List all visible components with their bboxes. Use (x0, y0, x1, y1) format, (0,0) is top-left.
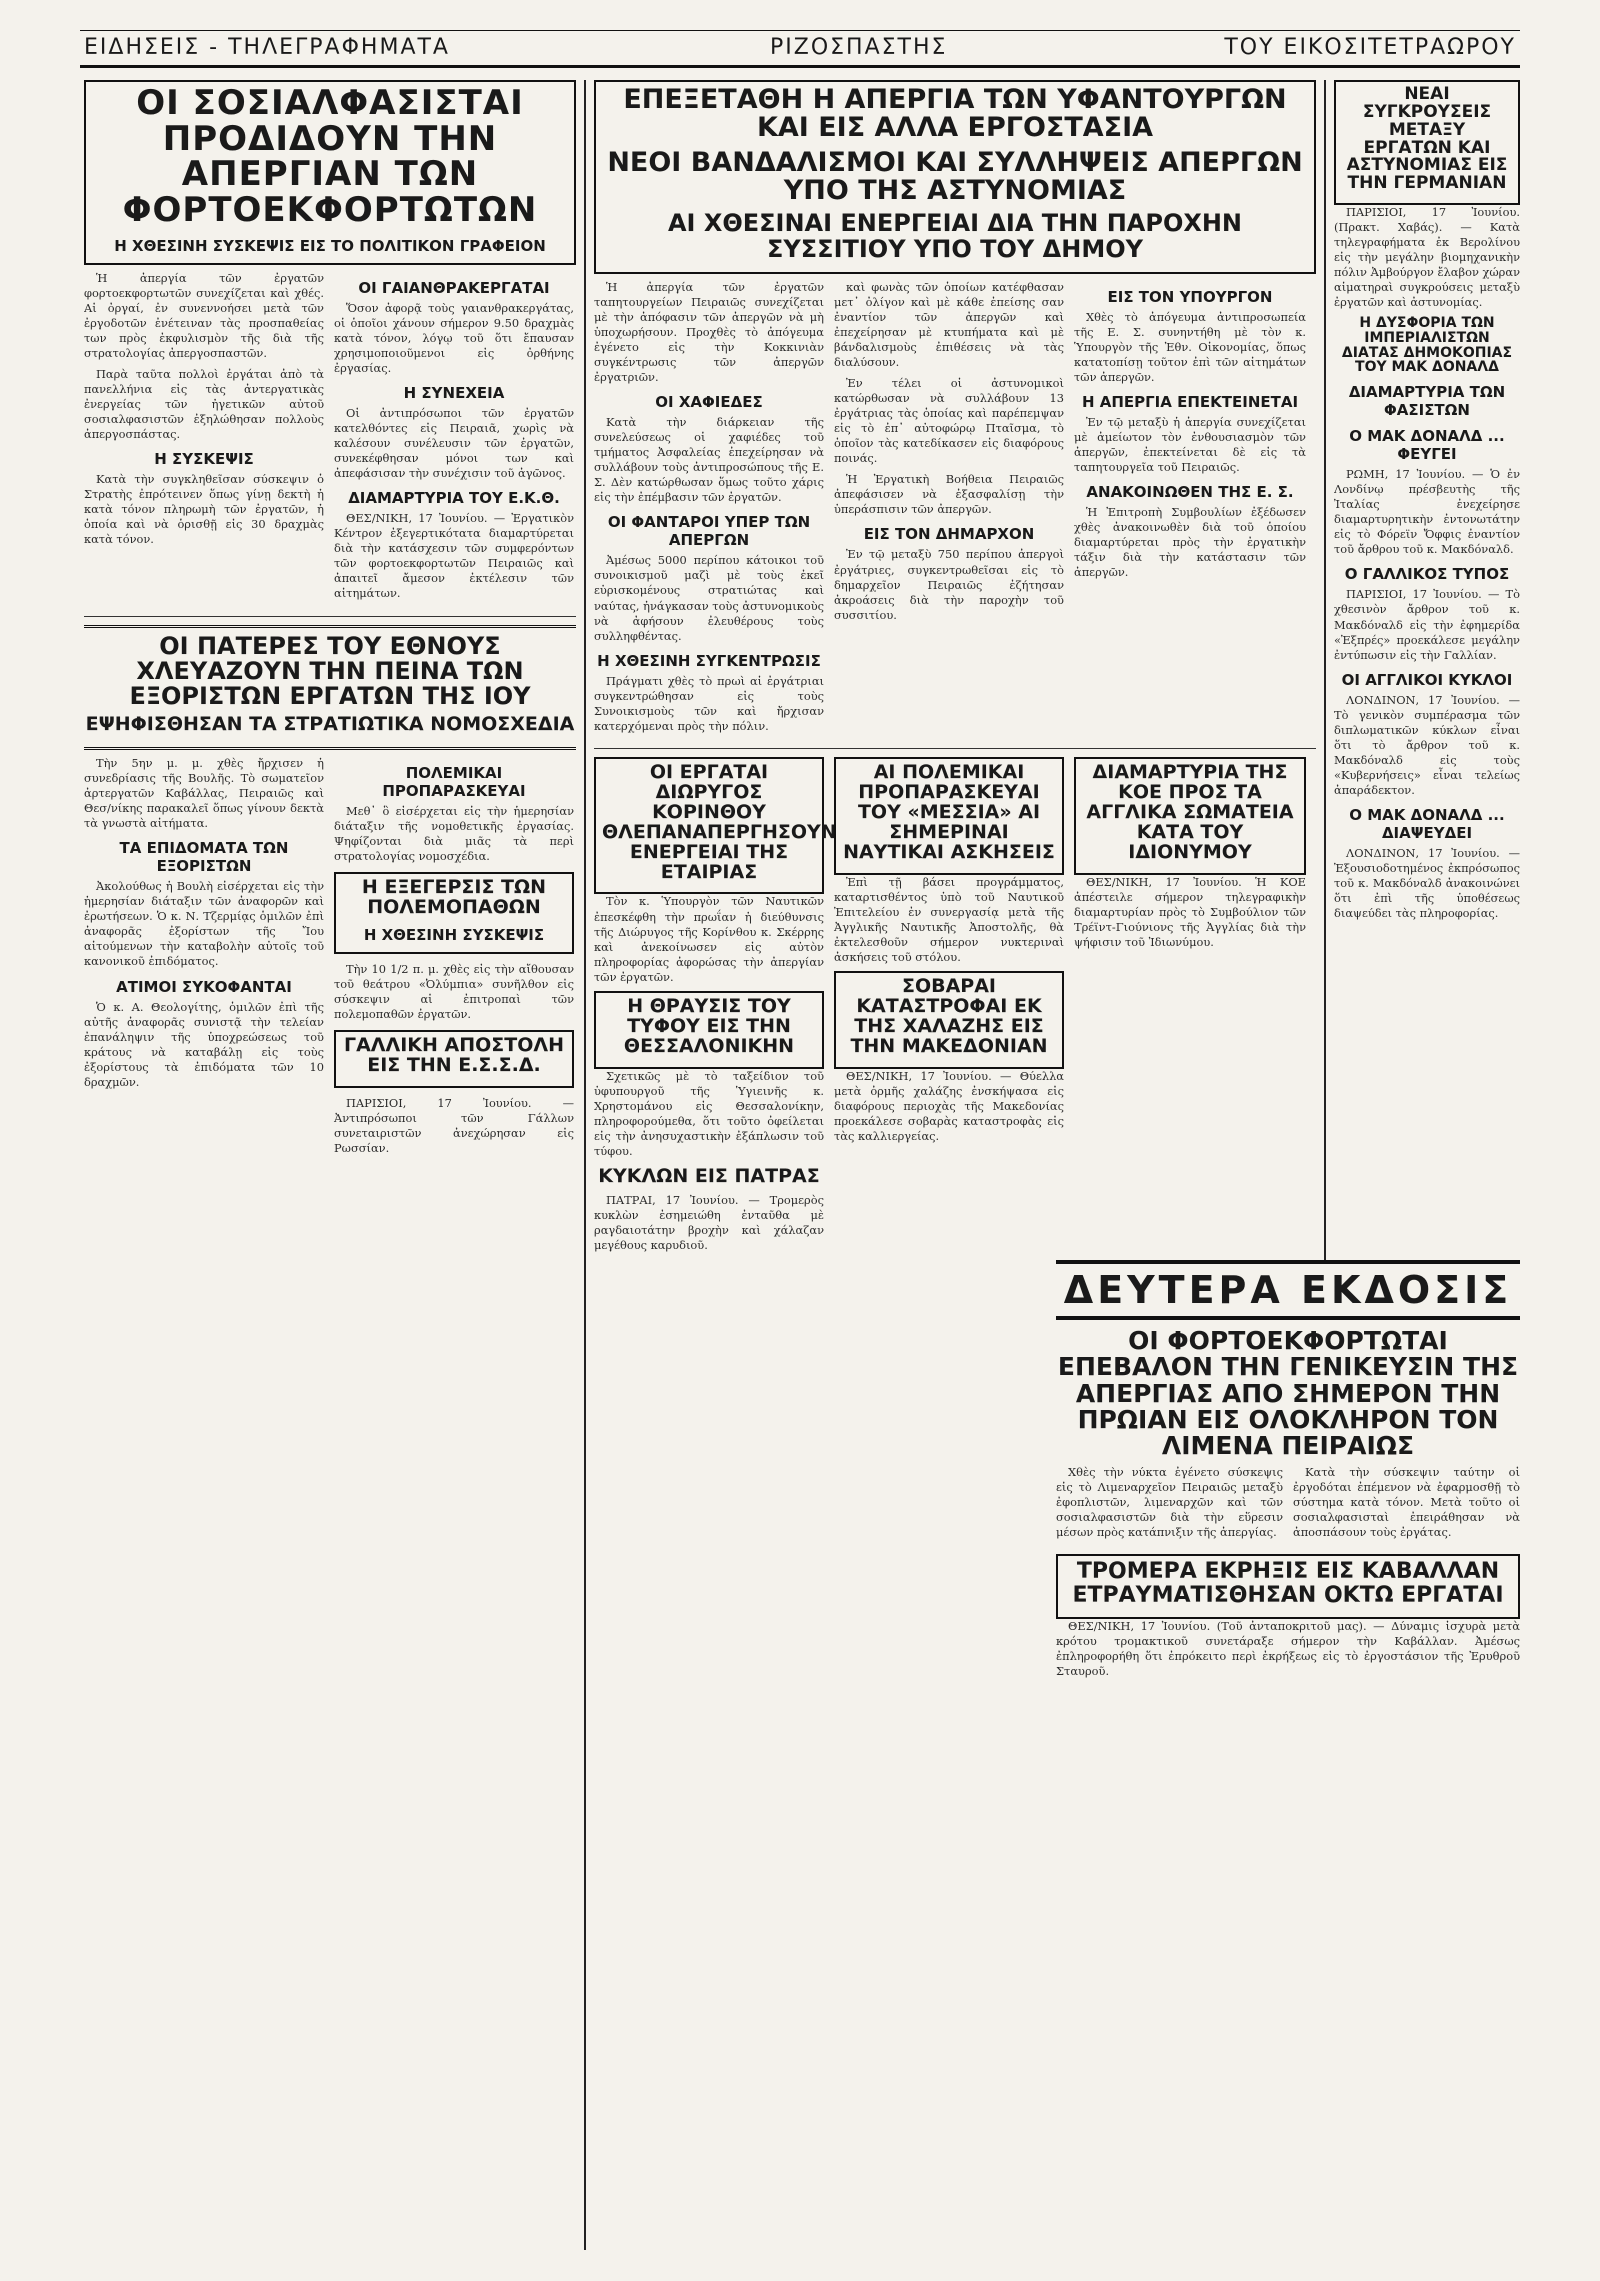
subhead: Η ΑΠΕΡΓΙΑ ΕΠΕΚΤΕΙΝΕΤΑΙ (1081, 392, 1299, 411)
story-box (1056, 1554, 1520, 1618)
subhead: ΔΙΑΜΑΡΤΥΡΙΑ ΤΟΥ Ε.Κ.Θ. (348, 489, 560, 508)
paragraph: Κατὰ τὴν σύσκεψιν ταύτην οἱ ἐργοδόται ἐπέμενον νὰ ἐφαρμοσθῇ τὸ σύστημα κατὰ τόνον. Μετὰ τοῦτο οἱ σοσιαλφασισταὶ ἐπειράθησαν νὰ ἀποσπάσουν τοὺς ἐργάτας. (1293, 1465, 1520, 1540)
subhead: ΑΝΑΚΟΙΝΩΘΕΝ ΤΗΣ Ε. Σ. (1086, 483, 1294, 502)
subhead: ΕΙΣ ΤΟΝ ΥΠΟΥΡΓΟΝ (1107, 287, 1273, 306)
paragraph: Ἐπὶ τῇ βάσει προγράμματος, καταρτισθέντος ὑπὸ τοῦ Ναυτικοῦ Ἐπιτελείου ἐν συνεργασίᾳ μετὰ τῆς Ἀγγλικῆς Ναυτικῆς Ἀποστολῆς, θὰ ἐκτελεσθοῦν σήμερον νυκτεριναὶ ἀσκήσεις τοῦ στόλου. (834, 874, 1064, 964)
paragraph: ΠΑΡΙΣΙΟΙ, 17 Ἰουνίου. — Τὸ χθεσινὸν ἄρθρον τοῦ κ. Μακδόναλδ εἰς τὴν ἐφημερίδα «Ἐξπρές» προεκάλεσε μεγάλην ἐντύπωσιν εἰς τὴν Γαλλίαν. (1334, 587, 1520, 662)
paragraph: Ἐν τῷ μεταξὺ ἡ ἀπεργία συνεχίζεται μὲ ἀμείωτον τὸν ἐνθουσιασμὸν τῶν ἀπεργῶν, ἐπεκτείνεται δὲ εἰς τὰ ταπητουργεῖα τοῦ Πειραιῶς. (1074, 414, 1306, 475)
subhead: ΟΙ ΧΑΦΙΕΔΕΣ (655, 393, 763, 412)
story-headline: ΓΑΛΛΙΚΗ ΑΠΟΣΤΟΛΗ ΕΙΣ ΤΗΝ Ε.Σ.Σ.Δ. (344, 1034, 564, 1077)
subhead: Ο ΓΑΛΛΙΚΟΣ ΤΥΠΟΣ (1344, 565, 1510, 584)
center-headline-box (594, 80, 1316, 274)
subhead: Η ΣΥΣΚΕΨΙΣ (154, 450, 254, 469)
subhead: Ο ΜΑΚ ΔΟΝΑΛΔ ... ΔΙΑΨΕΥΔΕΙ (1349, 805, 1505, 842)
paragraph: καὶ φωνὰς τῶν ὁποίων κατέφθασαν μετ᾽ ὀλίγον καὶ μὲ κάθε ἐπείσης σαν ἐναντίον τῶν ἀπεργῶν καὶ ἐπεχείρησαν μὲ κτυπήματα καὶ μὲ βάνδαλισμοὺς ἐπιθέσεις νὰ τὰς διαλύσουν. (834, 279, 1064, 369)
subhead: ΠΟΛΕΜΙΚΑΙ ΠΡΟΠΑΡΑΣΚΕΥΑΙ (382, 764, 526, 800)
center-headline-2: ΝΕΟΙ ΒΑΝΔΑΛΙΣΜΟΙ ΚΑΙ ΣΥΛΛΗΨΕΙΣ ΑΠΕΡΓΩΝ ΥΠΟ ΤΗΣ ΑΣΤΥΝΟΜΙΑΣ (607, 146, 1303, 207)
story-headline: ΤΡΟΜΕΡΑ ΕΚΡΗΞΙΣ ΕΙΣ ΚΑΒΑΛΛΑΝ ΕΤΡΑΥΜΑΤΙΣΘΗΣΑΝ ΟΚΤΩ ΕΡΓΑΤΑΙ (1072, 1559, 1504, 1608)
left-column (84, 80, 576, 2260)
subhead: ΟΙ ΓΑΙΑΝΘΡΑΚΕΡΓΑΤΑΙ (358, 278, 550, 297)
story-box (594, 991, 824, 1069)
paragraph: Σχετικῶς μὲ τὸ ταξείδιον τοῦ ὑφυπουργοῦ τῆς Ὑγιεινῆς κ. Χρηστομάνου εἰς Θεσσαλονίκην, πληροφορούμεθα, ὅτι τοῦτο ὀφείλεται εἰς τὴν ἀνησυχαστικὴν ἐξάπλωσιν τοῦ τύφου. (594, 1068, 824, 1158)
story-box (1334, 80, 1520, 205)
story-headline: ΑΙ ΠΟΛΕΜΙΚΑΙ ΠΡΟΠΑΡΑΣΚΕΥΑΙ ΤΟΥ «ΜΕΣΣΙΑ» ΑΙ ΣΗΜΕΡΙΝΑΙ ΝΑΥΤΙΚΑΙ ΑΣΚΗΣΕΙΣ (843, 760, 1055, 863)
second-edition-banner: ΔΕΥΤΕΡΑ ΕΚΔΟΣΙΣ (1056, 1260, 1520, 1320)
lower-center-stories (594, 757, 1316, 1259)
paragraph: Ἡ Ἐπιτροπὴ Συμβουλίων ἐξέδωσεν χθὲς ἀνακοινωθὲν διὰ τοῦ ὁποίου διαμαρτύρεται πρὸς τὴν ἐργατικὴν τάξιν διὰ τὴν κατάστασιν τῶν ἀπεργῶν. (1074, 505, 1306, 580)
divider (84, 616, 576, 617)
story-box (334, 872, 574, 954)
paragraph: Ἀκολούθως ἡ Βουλὴ εἰσέρχεται εἰς τὴν ἡμερησίαν διάταξιν τῶν ἀναφορῶν καὶ ἐρωτήσεων. Ὁ κ. Ν. Τζερμίᾳς ὁμιλῶν ἐπὶ ἀναφορᾶς ἐξορίστων τῆς Ἴου αἰτούμενων τὴν καταβολὴν αὐτοῖς τοῦ κανονικοῦ ἐπιδόματος. (84, 879, 324, 969)
story-box (594, 757, 837, 895)
paragraph: Παρὰ ταῦτα πολλοὶ ἐργάται ἀπὸ τὰ πανελλήνια εἰς τὰς ἀντεργατικὰς ἐνεργείας τῶν ἠγετικῶν αὐτοῦ σοσιαλφασιστῶν ἐξηλώθησαν πολλοὺς ἀπεργοσπάστας. (84, 367, 324, 442)
story-box (834, 757, 1064, 875)
paragraph: Ἡ ἀπεργία τῶν ἐργατῶν ταπητουργείων Πειραιῶς συνεχίζεται μὲ τὴν ἀπόφασιν τῶν ἀπεργῶν νὰ μὴ ὑποχωρήσουν. Προχθὲς τὸ ἀπόγευμα ἐγένετο εἰς τὴν Κοκκινιὰν συγκέντρωσις τῶν ἀπεργῶν ἐργατριῶν. (594, 279, 824, 385)
subhead: ΕΙΣ ΤΟΝ ΔΗΜΑΡΧΟΝ (863, 525, 1035, 544)
story-box (834, 971, 1064, 1069)
lead-story-box (84, 80, 576, 265)
paragraph: Οἱ ἀντιπρόσωποι τῶν ἐργατῶν κατελθόντες εἰς Πειραιᾶ, χωρὶς νὰ καλέσουν συνέλευσιν τῶν ἐργατῶν, συνεκέφθησαν μόνοι των καὶ ἀπεφάσισαν τὴν συνέχισιν τοῦ ἀγῶνος. (334, 405, 574, 481)
subhead: Η ΣΥΝΕΧΕΙΑ (403, 383, 505, 402)
story-headline: ΔΙΑΜΑΡΤΥΡΙΑ ΤΗΣ ΚΟΕ ΠΡΟΣ ΤΑ ΑΓΓΛΙΚΑ ΣΩΜΑΤΕΙΑ ΚΑΤΑ ΤΟΥ ΙΔΙΟΝΥΜΟΥ (1086, 760, 1294, 863)
paragraph: Ἐν τέλει οἱ ἀστυνομικοὶ κατώρθωσαν νὰ συλλάβουν 13 ἐργάτριας τὰς ὁποίας καὶ παρέπεμψαν εἰς τὸ ἐπ᾽ αὐτοφώρῳ Πταῖσμα, τὸ ὁποῖον τὰς κατεδίκασεν εἰς διαφόρους ποινάς. (834, 376, 1064, 466)
paragraph: Ὅσον ἀφορᾷ τοὺς γαιανθρακεργάτας, οἱ ὁποῖοι χάνουν σήμερον 9.50 δραχμὰς κατὰ τόνον, λόγῳ τοῦ ὅτι ἔπαυσαν χρησιμοποιοῦμενοι εἰς ὀρθήνης ἐργασίας. (334, 300, 574, 375)
divider (594, 748, 1316, 749)
story-subheadline: ΕΨΗΦΙΣΘΗΣΑΝ ΤΑ ΣΤΡΑΤΙΩΤΙΚΑ ΝΟΜΟΣΧΕΔΙΑ (85, 713, 575, 736)
paragraph: ΘΕΣ/ΝΙΚΗ, 17 Ἰουνίου. Ἡ ΚΟΕ ἀπέστειλε σήμερον τηλεγραφικὴν διαμαρτυρίαν πρὸς τὸ Συμβούλιον τῶν Τρέϊντ-Γιούνιονς τῆς Ἀγγλίας διὰ τὴν ψήφισιν τοῦ Ἰδιωνύμου. (1074, 874, 1306, 949)
paragraph: Κατὰ τὴν συγκληθεῖσαν σύσκεψιν ὁ Στρατὴς ἐπρότεινεν ὅπως γίνῃ δεκτὴ ἡ κατὰ τόνον πληρωμὴ τῶν ἐργατῶν, ἡ ὁποία καὶ νὰ ὁρισθῇ εἰς 30 δραχμὰς κατὰ τόνον. (84, 472, 324, 547)
story-headline: Η ΔΥΣΦΟΡΙΑ ΤΩΝ ΙΜΠΕΡΙΑΛΙΣΤΩΝ ΔΙΑΤΑΣ ΔΗΜΟΚΟΠΙΑΣ ΤΟΥ ΜΑΚ ΔΟΝΑΛΔ (1341, 315, 1513, 376)
story-headline: ΣΟΒΑΡΑΙ ΚΑΤΑΣΤΡΟΦΑΙ ΕΚ ΤΗΣ ΧΑΛΑΖΗΣ ΕΙΣ ΤΗΝ ΜΑΚΕΔΟΝΙΑΝ (850, 974, 1048, 1057)
paragraph: Ἡ ἀπεργία τῶν ἐργατῶν φορτοεκφορτωτῶν συνεχίζεται καὶ χθές. Αἱ ὀργαί, ἐν συνεννοήσει μετὰ τῶν ἐργοδοτῶν ἐνέτειναν τὰς προσπαθείας των πρὸς ἐκφυλισμὸν τῆς διὰ τῆς στρατολογίας ἀπεργοσπαστῶν. (84, 270, 324, 360)
lead-headline: ΟΙ ΣΟΣΙΑΛΦΑΣΙΣΤΑΙ ΠΡΟΔΙΔΟΥΝ ΤΗΝ ΑΠΕΡΓΙΑΝ ΤΩΝ ΦΟΡΤΟΕΚΦΟΡΤΩΤΩΝ (122, 83, 538, 231)
second-edition (1056, 1260, 1520, 2250)
paragraph: Ἡ Ἐργατικὴ Βοήθεια Πειραιῶς ἀπεφάσισεν νὰ ἐξασφαλίσῃ τὴν ὑπεράσπισιν τῶν ἀπεργῶν. (834, 472, 1064, 517)
center-story-body (594, 280, 1316, 740)
story-headline: ΟΙ ΕΡΓΑΤΑΙ ΔΙΩΡΥΓΟΣ ΚΟΡΙΝΘΟΥ ΘΛΕΠΑΝΑΠΕΡΓΗΣΟΥΝ ΕΝΕΡΓΕΙΑΙ ΤΗΣ ΕΤΑΙΡΙΑΣ (602, 760, 837, 883)
paragraph: ΠΑΤΡΑΙ, 17 Ἰουνίου. — Τρομερὸς κυκλὼν ἐσημειώθη ἐνταῦθα μὲ ραγδαιοτάτην βροχὴν καὶ χάλαζαν μεγέθους καρυδιοῦ. (594, 1192, 824, 1252)
subhead: ΑΤΙΜΟΙ ΣΥΚΟΦΑΝΤΑΙ (116, 977, 292, 996)
lead-story-body (84, 271, 576, 608)
paragraph: ΡΩΜΗ, 17 Ἰουνίου. — Ὁ ἐν Λονδίνῳ πρέσβευτὴς τῆς Ἰταλίας ἐνεχείρησε διαμαρτυρητικὴν ἐντονωτάτην εἰς τὸ Φόρεϊν Ὄφφις ἐναντίον τοῦ ἄρθρου τοῦ κ. Μακδόναλδ. (1334, 467, 1520, 557)
subhead: ΟΙ ΦΑΝΤΑΡΟΙ ΥΠΕΡ ΤΩΝ ΑΠΕΡΓΩΝ (607, 513, 811, 550)
paragraph: Χθὲς τὴν νύκτα ἐγένετο σύσκεψις εἰς τὸ Λιμεναρχεῖον Πειραιῶς μεταξὺ ἐφοπλιστῶν, λιμεναρχῶν καὶ τῶν σοσιαλφασιστῶν διὰ τὴν εὕρεσιν μέσων πρὸς κατάπνιξιν τῆς ἀπεργίας. (1056, 1465, 1283, 1540)
subhead: Ο ΜΑΚ ΔΟΝΑΛΔ ... ΦΕΥΓΕΙ (1349, 427, 1505, 464)
paragraph: ΘΕΣ/ΝΙΚΗ, 17 Ἰουνίου. — Θύελλα μετὰ ὀρμῆς χαλάζης ἐνσκήψασα εἰς διαφόρους περιοχὰς τῆς Μακεδονίας προεκάλεσε σοβαρὰς καταστροφὰς εἰς τὰς καλλιεργείας. (834, 1068, 1064, 1143)
paragraph: ΛΟΝΔΙΝΟΝ, 17 Ἰουνίου. — Τὸ γενικὸν συμπέρασμα τῶν διπλωματικῶν κύκλων εἶναι ὅτι τὸ ἄρθρον τοῦ κ. Μακδόναλδ εἰς τοὺς «Κυβερνήσεις» εἶναι τελείως ἀπαράδεκτον. (1334, 692, 1520, 797)
story-headline: Η ΕΞΕΓΕΡΣΙΣ ΤΩΝ ΠΟΛΕΜΟΠΑΘΩΝ (361, 876, 547, 919)
paragraph: Ἐν τῷ μεταξὺ 750 περίπου ἀπεργοὶ ἐργάτριες, συγκεντρωθεῖσαι εἰς τὸ δημαρχεῖον Πειραιῶς ἐζήτησαν ἀκροάσεις διὰ τὴν παροχὴν τοῦ συσσιτίου. (834, 547, 1064, 622)
paragraph: ΘΕΣ/ΝΙΚΗ, 17 Ἰουνίου. — Ἐργατικὸν Κέντρον ἐξεγερτικότατα διαμαρτύρεται διὰ τὴν κατάσχεσιν τῶν συμφερόντων τῶν φορτοεκφορτωτῶν Πειραιῶς καὶ ἀπαιτεῖ ἄμεσον ἐκτέλεσιν τῶν αἰτημάτων. (334, 511, 574, 601)
section-title: ΕΙΔΗΣΕΙΣ - ΤΗΛΕΓΡΑΦΗΜΑΤΑ (84, 35, 450, 60)
paragraph: Τὴν 10 1/2 π. μ. χθὲς εἰς τὴν αἴθουσαν τοῦ θεάτρου «Ὀλύμπια» συνῆλθον εἰς σύσκεψιν αἱ ἐπιτροπαὶ τῶν πολεμοπαθῶν ἐργατῶν. (334, 962, 574, 1022)
paragraph: Μεθ᾽ ὃ εἰσέρχεται εἰς τὴν ἡμερησίαν διάταξιν τῆς νομοθετικῆς ἐργασίας. Ψηφίζονται διὰ μιᾶς τὰ περὶ στρατολογίας νομοσχέδια. (334, 804, 574, 864)
paragraph: Κατὰ τὴν διάρκειαν τῆς συνελεύσεως οἱ χαφιέδες τοῦ τμήματος Ἀσφαλείας ἐπεχείρησαν νὰ συλλάβουν τοὺς ἀντιπροσώπους τῆς Ε. Σ. Δὲν κατώρθωσαν ὅμως τοῦτο χάρις εἰς τὴν ἐπέμβασιν τῶν ἐργατῶν. (594, 415, 824, 505)
paper-name: ΡΙΖΟΣΠΑΣΤΗΣ (770, 35, 948, 60)
story-headline: ΟΙ ΦΟΡΤΟΕΚΦΟΡΤΩΤΑΙ ΕΠΕΒΑΛΟΝ ΤΗΝ ΓΕΝΙΚΕΥΣΙΝ ΤΗΣ ΑΠΕΡΓΙΑΣ ΑΠΟ ΣΗΜΕΡΟΝ ΤΗΝ ΠΡΩΙΑΝ ΕΙΣ ΟΛΟΚΛΗΡΟΝ ΤΟΝ ΛΙΜΕΝΑ ΠΕΙΡΑΙΩΣ (1057, 1326, 1519, 1460)
paragraph: ΠΑΡΙΣΙΟΙ, 17 Ἰουνίου. (Πρακτ. Χαβάς). — Κατὰ τηλεγραφήματα ἐκ Βερολίνου εἰς τὴν μεγάλην βιομηχανικὴν πόλιν Ἀμβούργον ἔλαβον χώραν αἱματηραὶ συγκρούσεις μεταξὺ ἐργατῶν καὶ ἀστυνομίας. (1334, 205, 1520, 310)
edition-title: ΤΟΥ ΕΙΚΟΣΙΤΕΤΡΑΩΡΟΥ (1224, 35, 1516, 60)
center-headline-1: ΕΠΕΞΕΤΑΘΗ Η ΑΠΕΡΓΙΑ ΤΩΝ ΥΦΑΝΤΟΥΡΓΩΝ ΚΑΙ ΕΙΣ ΑΛΛΑ ΕΡΓΟΣΤΑΣΙΑ (623, 84, 1287, 144)
story-box (84, 625, 576, 751)
story-box (1074, 757, 1306, 875)
paragraph: ΛΟΝΔΙΝΟΝ, 17 Ἰουνίου. — Ἐξουσιοδοτημένος ἐκπρόσωπος τοῦ κ. Μακδόναλδ ἀνακοινώνει ὅτι ἐπὶ τῆς ὑποθέσεως διαψεύδει τὰς πληροφορίας. (1334, 845, 1520, 921)
subhead: ΔΙΑΜΑΡΤΥΡΙΑ ΤΩΝ ΦΑΣΙΣΤΩΝ (1348, 383, 1506, 420)
paragraph: Πράγματι χθὲς τὸ πρωὶ αἱ ἐργάτριαι συγκεντρώθησαν εἰς τοὺς Συνοικισμοὺς τῶν καὶ ἤρχισαν κατερχόμεναι πρὸς τὴν πόλιν. (594, 673, 824, 733)
paragraph: Τὴν 5ην μ. μ. χθὲς ἤρχισεν ἡ συνεδρίασις τῆς Βουλῆς. Τὸ σωματεῖον ἀρτεργατῶν Καβάλλας, Πειραιῶς καὶ Θεσ/νίκης παρακαλεῖ ὅπως γίνουν δεκτὰ τὰ γνωστὰ αἰτήματα. (84, 756, 324, 831)
subhead: ΤΑ ΕΠΙΔΟΜΑΤΑ ΤΩΝ ΕΞΟΡΙΣΤΩΝ (119, 839, 289, 876)
masthead (80, 30, 1520, 68)
story-headline: Η ΘΡΑΥΣΙΣ ΤΟΥ ΤΥΦΟΥ ΕΙΣ ΤΗΝ ΘΕΣΣΑΛΟΝΙΚΗΝ (623, 994, 795, 1057)
paragraph: Ἀμέσως 5000 περίπου κάτοικοι τοῦ συνοικισμοῦ μαζὶ μὲ τοὺς ἐκεῖ εὑρισκομένους στρατιώτας καὶ ναύτας, ἠνάγκασαν τοὺς ἀστυνομικοὺς νὰ ἀφήσουν ἐλευθέρους τοὺς συλληφθέντας. (594, 553, 824, 643)
subhead: Η ΧΘΕΣΙΝΗ ΣΥΓΚΕΝΤΡΩΣΙΣ (597, 651, 821, 670)
subhead: Η ΧΘΕΣΙΝΗ ΣΥΣΚΕΨΙΣ (363, 926, 545, 945)
subhead: ΟΙ ΑΓΓΛΙΚΟΙ ΚΥΚΛΟΙ (1341, 670, 1513, 689)
paragraph: Ὁ κ. Α. Θεολογίτης, ὁμιλῶν ἐπὶ τῆς αὐτῆς ἀναφορᾶς συνιστᾷ τὴν τελείαν ἐπανάληψιν τῆς ὑποχρεώσεως τοῦ κράτους νὰ καταβάλῃ εἰς τοὺς ἐξορίστους τὰ ἐπιδόματα τῶν 10 δραχμῶν. (84, 999, 324, 1089)
story-body (84, 756, 576, 1162)
lead-subhead: Η ΧΘΕΣΙΝΗ ΣΥΣΚΕΨΙΣ ΕΙΣ ΤΟ ΠΟΛΙΤΙΚΟΝ ΓΡΑΦΕΙΟΝ (114, 236, 546, 255)
story-box (334, 1030, 574, 1088)
story-headline: ΝΕΑΙ ΣΥΓΚΡΟΥΣΕΙΣ ΜΕΤΑΞΥ ΕΡΓΑΤΩΝ ΚΑΙ ΑΣΤΥΝΟΜΙΑΣ ΕΙΣ ΤΗΝ ΓΕΡΜΑΝΙΑΝ (1346, 84, 1508, 194)
second-edition-body (1056, 1465, 1520, 1546)
paragraph: Τὸν κ. Ὑπουργὸν τῶν Ναυτικῶν ἐπεσκέφθη τὴν πρωΐαν ἡ διεύθυνσις τῆς Διώρυγος τῆς Κορίνθου κ. Σκέρρης καὶ ἀνεκοίνωσεν εἰς αὐτὸν πληροφορίας ἀφορώσας τὴν ἀπεργίαν τῶν ἐργατῶν. (594, 894, 824, 984)
column-rule (584, 80, 586, 2250)
paragraph: ΠΑΡΙΣΙΟΙ, 17 Ἰουνίου. — Ἀντιπρόσωποι τῶν Γάλλων συνεταιριστῶν ἀνεχώρησαν εἰς Ρωσσίαν. (334, 1096, 574, 1156)
paragraph: ΘΕΣ/ΝΙΚΗ, 17 Ἰουνίου. (Τοῦ ἀνταποκριτοῦ μας). — Δύναμις ἰσχυρὰ μετὰ κρότου τρομακτικοῦ συνετάραξε σήμερον τὴν Καβάλλαν. Ἀμέσως ἐπληροφορήθη ὅτι ἐπρόκειτο περὶ ἐκρήξεως εἰς τὸ ἐργοστάσιον τῆς Ἐρυθροῦ Σταυροῦ. (1056, 1618, 1520, 1678)
story-headline: ΚΥΚΛΩΝ ΕΙΣ ΠΑΤΡΑΣ (598, 1164, 820, 1187)
story-headline: ΟΙ ΠΑΤΕΡΕΣ ΤΟΥ ΕΘΝΟΥΣ ΧΛΕΥΑΖΟΥΝ ΤΗΝ ΠΕΙΝΑ ΤΩΝ ΕΞΟΡΙΣΤΩΝ ΕΡΓΑΤΩΝ ΤΗΣ ΙΟΥ (129, 631, 531, 710)
paragraph: Χθὲς τὸ ἀπόγευμα ἀντιπροσωπεία τῆς Ε. Σ. συνηντήθη μὲ τὸν κ. Ὑπουργὸν τῆς Ἐθν. Οἰκονομίας, ὅπως κατατοπίσῃ τοῦτον ἐπὶ τῶν αἰτημάτων τῶν ἀπεργῶν. (1074, 309, 1306, 384)
center-headline-3: ΑΙ ΧΘΕΣΙΝΑΙ ΕΝΕΡΓΕΙΑΙ ΔΙΑ ΤΗΝ ΠΑΡΟΧΗΝ ΣΥΣΣΙΤΙΟΥ ΥΠΟ ΤΟΥ ΔΗΜΟΥ (667, 209, 1243, 263)
